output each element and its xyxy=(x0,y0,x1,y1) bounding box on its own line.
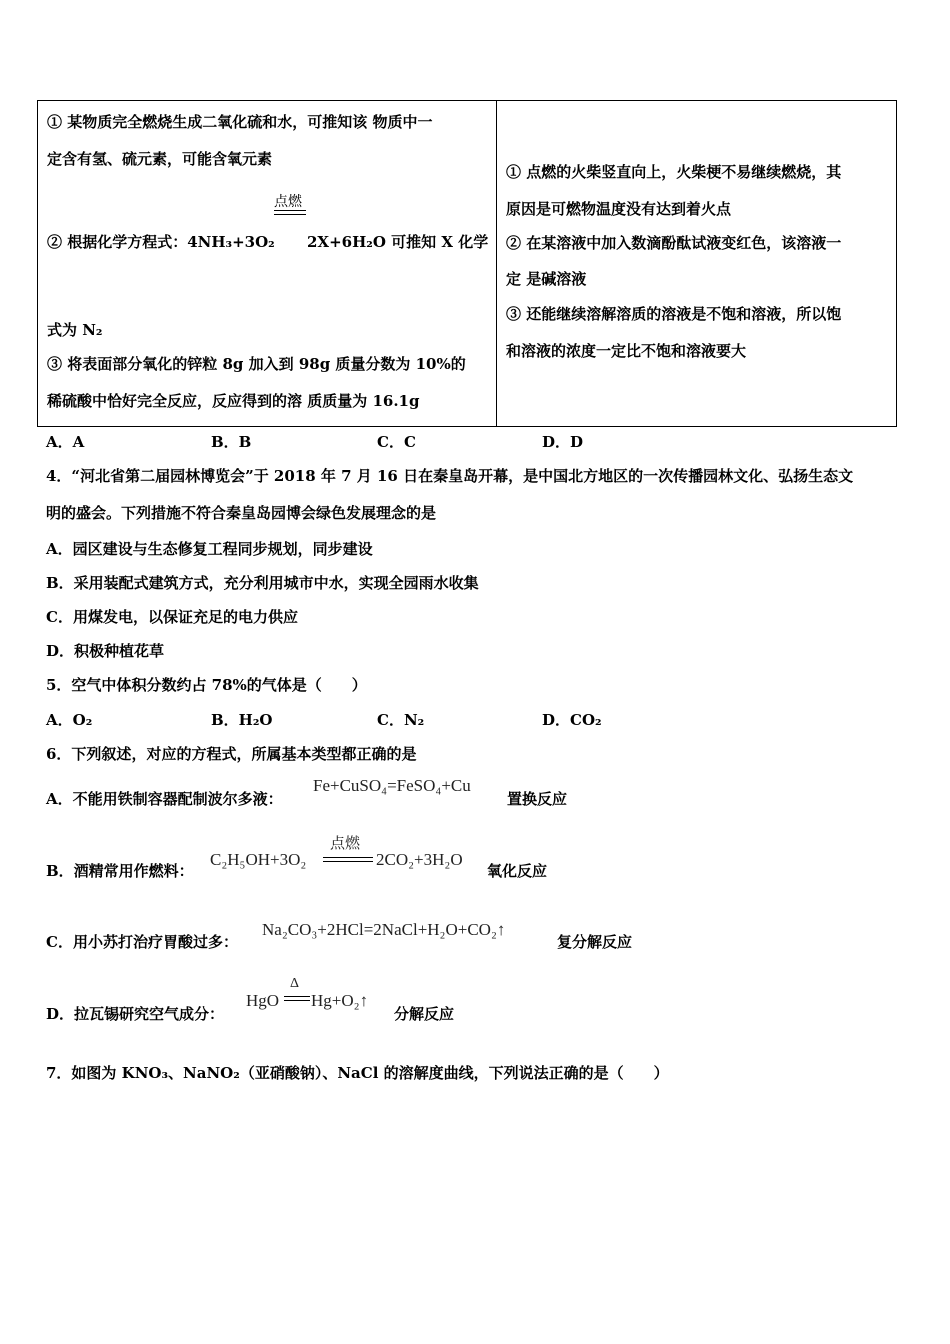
q6-b-type: 氧化反应 xyxy=(487,862,548,880)
q3-table xyxy=(37,100,897,427)
q3-right-line: 定 是碱溶液 xyxy=(506,270,587,288)
q6-d-equation-left: HgO xyxy=(246,991,280,1010)
q6-a-type: 置换反应 xyxy=(507,790,568,808)
q6-option-d[interactable]: D．拉瓦锡研究空气成分： xyxy=(46,1005,225,1023)
q3-right-line: ③ 还能继续溶解溶质的溶液是不饱和溶液，所以饱 xyxy=(506,305,842,323)
q6-option-c[interactable]: C．用小苏打治疗胃酸过多： xyxy=(46,933,238,951)
q6-b-eq-bar xyxy=(323,857,373,858)
q6-b-condition: 点燃 xyxy=(330,836,361,852)
q7-stem: 7．如图为 KNO₃、NaNO₂（亚硝酸钠）、NaCl 的溶解度曲线，下列说法正确的是（ ） xyxy=(46,1064,669,1082)
q3-left-line: ③ 将表面部分氧化的锌粒 8g 加入到 98g 质量分数为 10%的 xyxy=(47,355,466,373)
q6-d-type: 分解反应 xyxy=(394,1005,455,1023)
q6-option-b[interactable]: B．酒精常用作燃料： xyxy=(46,862,194,880)
q3-option-d[interactable]: D．D xyxy=(542,433,584,451)
q3-right-line: ② 在某溶液中加入数滴酚酞试液变红色，该溶液一 xyxy=(506,234,842,252)
q3-left-line: ① 某物质完全燃烧生成二氧化硫和水，可推知该 物质中一 xyxy=(47,113,433,131)
q3-option-b[interactable]: B．B xyxy=(211,433,252,451)
q3-option-a[interactable]: A．A xyxy=(46,433,85,451)
q6-a-equation: Fe+CuSO₄=FeSO₄+Cu xyxy=(313,776,471,795)
q5-option-a[interactable]: A．O₂ xyxy=(46,711,93,729)
q6-d-eq-bar xyxy=(284,996,310,997)
q4-option-d[interactable]: D．积极种植花草 xyxy=(46,642,165,660)
q6-b-eq-bar xyxy=(323,861,373,862)
q4-option-a[interactable]: A．园区建设与生态修复工程同步规划，同步建设 xyxy=(46,540,373,558)
q6-option-a[interactable]: A．不能用铁制容器配制波尔多液： xyxy=(46,790,283,808)
q4-option-b[interactable]: B．采用装配式建筑方式，充分利用城市中水，实现全园雨水收集 xyxy=(46,574,479,592)
q6-b-equation-right: 2CO₂+3H₂O xyxy=(376,850,463,869)
q3-left-line: 2X+6H₂O 可推知 X 化学 xyxy=(307,233,489,251)
q4-stem: 4．“河北省第二届园林博览会”于 2018 年 7 月 16 日在秦皇岛开幕，是中国北方地区的一次传播园林文化、弘扬生态文 xyxy=(46,467,854,485)
q6-d-eq-bar xyxy=(284,1000,310,1001)
q3-eq-bar xyxy=(274,214,306,215)
q6-stem: 6．下列叙述，对应的方程式，所属基本类型都正确的是 xyxy=(46,745,417,763)
q3-left-line: ② 根据化学方程式：4NH₃+3O₂ xyxy=(47,233,275,251)
q5-option-b[interactable]: B．H₂O xyxy=(211,711,273,729)
q5-stem: 5．空气中体积分数约占 78%的气体是（ ） xyxy=(46,676,367,694)
q3-right-line: ① 点燃的火柴竖直向上，火柴梗不易继续燃烧，其 xyxy=(506,163,842,181)
q3-left-line: 稀硫酸中恰好完全反应，反应得到的溶 质质量为 16.1g xyxy=(47,392,420,410)
q5-option-c[interactable]: C．N₂ xyxy=(377,711,425,729)
q4-stem: 明的盛会。下列措施不符合秦皇岛园博会绿色发展理念的是 xyxy=(46,504,437,522)
q3-eq-bar xyxy=(274,210,306,211)
q6-c-equation: Na₂CO₃+2HCl=2NaCl+H₂O+CO₂↑ xyxy=(262,920,506,939)
q5-option-d[interactable]: D．CO₂ xyxy=(542,711,602,729)
q6-b-equation-left: C₂H₅OH+3O₂ xyxy=(210,850,307,869)
q6-c-type: 复分解反应 xyxy=(557,933,633,951)
q3-right-line: 和溶液的浓度一定比不饱和溶液要大 xyxy=(506,342,747,360)
q3-right-line: 原因是可燃物温度没有达到着火点 xyxy=(506,200,732,218)
q3-condition: 点燃 xyxy=(274,194,302,210)
q3-left-line: 式为 N₂ xyxy=(47,321,103,339)
q3-right-cell xyxy=(497,101,897,427)
q3-left-cell xyxy=(38,101,497,427)
q6-d-condition: Δ xyxy=(290,976,300,991)
q3-option-c[interactable]: C．C xyxy=(377,433,416,451)
q4-option-c[interactable]: C．用煤发电，以保证充足的电力供应 xyxy=(46,608,298,626)
q3-left-line: 定含有氢、硫元素，可能含氧元素 xyxy=(47,150,273,168)
q6-d-equation-right: Hg+O₂↑ xyxy=(311,991,369,1010)
